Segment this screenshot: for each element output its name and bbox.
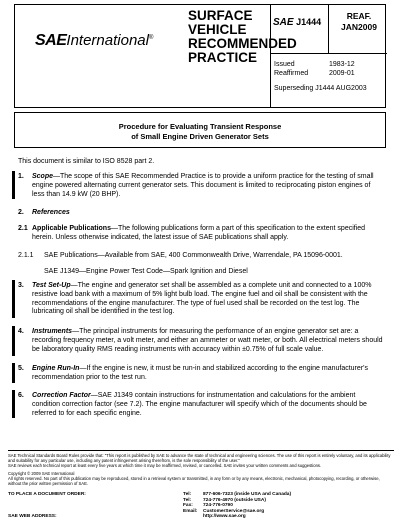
change-bar bbox=[12, 326, 15, 356]
section-text: —SAE J1349 contain instructions for instrumentation and calculations for the ambient condition correction factor (see 7.2). The engine manufacturer will specify which of the documents should be referred to for each specific engine. bbox=[32, 392, 367, 417]
document-number bbox=[273, 17, 321, 28]
doc-prefix: SAE bbox=[273, 17, 294, 28]
section-heading: Correction Factor bbox=[32, 392, 91, 399]
title-line: SURFACE bbox=[188, 8, 253, 23]
section-2 bbox=[32, 209, 70, 218]
logo-international: International bbox=[66, 32, 149, 49]
section-text: —The engine and generator set shall be assembled as a complete unit and connected to a 100% resistive load bank with a maximum of 5% light bulb load. The engine fuel and oil shall be consistent with the recommendations of the engine manufacturer. The type of fuel used shall be recorded on the test log. The lubricating oil shall be identified in the test log. bbox=[32, 282, 372, 316]
footer-review-text: SAE reviews each technical report at least every five years at which time it may be reaffirmed, revised, or cancelled. SAE invites your written comments and suggestions. bbox=[8, 463, 322, 468]
email-link[interactable]: CustomerService@sae.org bbox=[203, 508, 265, 514]
tel-label: Tel: bbox=[183, 492, 192, 497]
section-heading: Applicable Publications bbox=[32, 225, 111, 232]
rev-label: REAF. bbox=[346, 11, 372, 21]
fax-value: 724-776-0790 bbox=[203, 503, 233, 509]
tel-label: Tel: bbox=[183, 497, 192, 503]
section-number: 2. bbox=[18, 209, 24, 216]
section-text: —The scope of this SAE Recommended Practice is to provide a uniform practice for the testing of small engine powered alternating current generator sets. This document is limited to reciprocating piston engines of less than 14.9 kW (20 BHP). bbox=[32, 173, 374, 198]
logo-sae: SAE bbox=[35, 32, 67, 49]
title-line: RECOMMENDED bbox=[188, 36, 297, 51]
section-text: —The following publications form a part of this specification to the extent specified herein. Unless otherwise indicated, the latest issue of SAE publications shall apply. bbox=[32, 225, 366, 241]
sae-international-logo bbox=[35, 32, 153, 50]
tel-value: 724-776-4970 (outside USA) bbox=[203, 497, 266, 503]
footer-rules-text: SAE Technical Standards Board Rules provide that: "This report is published by SAE to advance the state of technical and engineering sciences. The use of this report is entirely voluntary, and its applicability and suitability for any particular use, including any patent infringement arising therefrom, is the sole responsibility of the user." bbox=[8, 453, 391, 463]
web-link[interactable]: http://www.sae.org bbox=[203, 514, 246, 518]
section-number: 3. bbox=[18, 282, 24, 289]
tel-value: 877-606-7323 (inside USA and Canada) bbox=[203, 492, 292, 497]
section-heading: Scope bbox=[32, 173, 54, 180]
reaffirmed-value: 2009-01 bbox=[329, 70, 355, 77]
issued-value: 1983-12 bbox=[329, 61, 355, 68]
logo-trademark: ® bbox=[148, 35, 154, 41]
section-3 bbox=[32, 282, 384, 317]
rev-date: JAN2009 bbox=[341, 22, 377, 32]
title-line: VEHICLE bbox=[188, 22, 247, 37]
section-1 bbox=[32, 173, 384, 199]
similar-note: This document is similar to ISO 8528 part 2. bbox=[18, 158, 155, 165]
document-title-line: of Small Engine Driven Generator Sets bbox=[131, 131, 269, 141]
email-label: Email: bbox=[183, 508, 198, 514]
doc-number-value: J1444 bbox=[296, 17, 322, 27]
section-text: —The principal instruments for measuring the performance of an engine generator set are: a recording frequency meter, a volt meter, and either an ammeter or watt meter, or both. All electrical meters should be laboratory quality RMS reading instruments with accuracy within ±0.75% of full scale value. bbox=[32, 328, 383, 353]
revision-box bbox=[331, 11, 387, 33]
section-heading: Test Set-Up bbox=[32, 282, 71, 289]
document-title-box bbox=[14, 112, 386, 148]
dates-block bbox=[274, 60, 355, 78]
footer-rights: All rights reserved. No part of this publication may be reproduced, stored in a retrieval system or transmitted, in any form or by any means, electronic, mechanical, photocopying, recording, or otherwise, without the prior written permission of SAE. bbox=[8, 476, 380, 486]
section-number: 2.1 bbox=[18, 225, 28, 232]
section-text: —If the engine is new, it must be run-in and stabilized according to the engine manufacturer's recommendation prior to the test run. bbox=[32, 365, 368, 381]
section-number: 4. bbox=[18, 328, 24, 335]
footer-rule bbox=[8, 450, 394, 451]
section-number: 1. bbox=[18, 173, 24, 180]
document-title-line: Procedure for Evaluating Transient Response bbox=[118, 122, 282, 131]
reaffirmed-label: Reaffirmed bbox=[274, 70, 309, 77]
change-bar bbox=[12, 280, 15, 318]
section-number: 6. bbox=[18, 392, 24, 399]
issued-label: Issued bbox=[274, 61, 295, 68]
section-6 bbox=[32, 392, 384, 418]
change-bar bbox=[12, 390, 15, 418]
section-2-1-1: SAE Publications—Available from SAE, 400 Commonwealth Drive, Warrendale, PA 15096-0001. bbox=[44, 252, 343, 259]
section-5 bbox=[32, 365, 384, 383]
section-heading: Instruments bbox=[32, 328, 73, 335]
order-label: TO PLACE A DOCUMENT ORDER: bbox=[8, 492, 86, 497]
section-number: 5. bbox=[18, 365, 24, 372]
header-table bbox=[14, 4, 386, 108]
section-2-1 bbox=[32, 225, 384, 243]
legal-footer bbox=[8, 453, 394, 486]
footer-copyright: Copyright © 2009 SAE International bbox=[8, 471, 75, 476]
section-4 bbox=[32, 328, 384, 354]
superseding-note: Superseding J1444 AUG2003 bbox=[274, 85, 367, 92]
change-bar bbox=[12, 171, 15, 199]
title-line: PRACTICE bbox=[188, 50, 258, 65]
section-heading: References bbox=[32, 209, 70, 216]
reference-item: SAE J1349—Engine Power Test Code—Spark Ignition and Diesel bbox=[44, 268, 248, 275]
section-number: 2.1.1 bbox=[18, 252, 34, 259]
header-divider bbox=[328, 5, 329, 53]
change-bar bbox=[12, 363, 15, 383]
fax-label: Fax: bbox=[183, 503, 193, 509]
web-label: SAE WEB ADDRESS: bbox=[8, 514, 57, 518]
section-heading: Engine Run-In bbox=[32, 365, 80, 372]
